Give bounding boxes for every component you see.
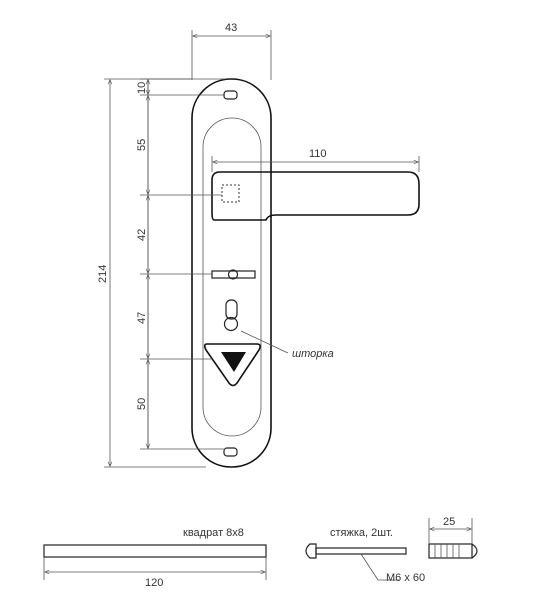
dim-50-label: 50 — [136, 397, 148, 410]
top-screw-hole — [224, 91, 237, 99]
screw-length-label: 25 — [443, 516, 456, 528]
dim-214-label: 214 — [97, 264, 109, 283]
shutter-cover — [205, 344, 260, 386]
backplate — [192, 79, 271, 467]
screw-label: стяжка, 2шт. — [330, 527, 393, 539]
keyhole — [225, 300, 238, 331]
turn-slot — [212, 270, 255, 279]
dim-total-height — [97, 79, 206, 467]
square-label: квадрат 8x8 — [183, 527, 244, 539]
dim-55-label: 55 — [136, 138, 148, 151]
lever-handle — [212, 172, 419, 220]
dim-plate-width — [192, 22, 271, 80]
dim-47-label: 47 — [136, 311, 148, 324]
square-length-label: 120 — [145, 577, 164, 589]
dim-110-label: 110 — [309, 148, 327, 160]
bottom-screw-hole — [224, 448, 237, 456]
dim-vertical-chain — [136, 79, 225, 449]
dim-43-label: 43 — [225, 22, 238, 34]
square-spindle — [44, 527, 266, 589]
shutter-label: шторка — [292, 348, 334, 360]
screw-thread-label: M6 x 60 — [386, 572, 426, 584]
connecting-screw — [306, 516, 477, 584]
dim-handle-length — [212, 148, 419, 172]
dim-10-label: 10 — [136, 81, 148, 94]
dim-42-label: 42 — [136, 228, 148, 241]
